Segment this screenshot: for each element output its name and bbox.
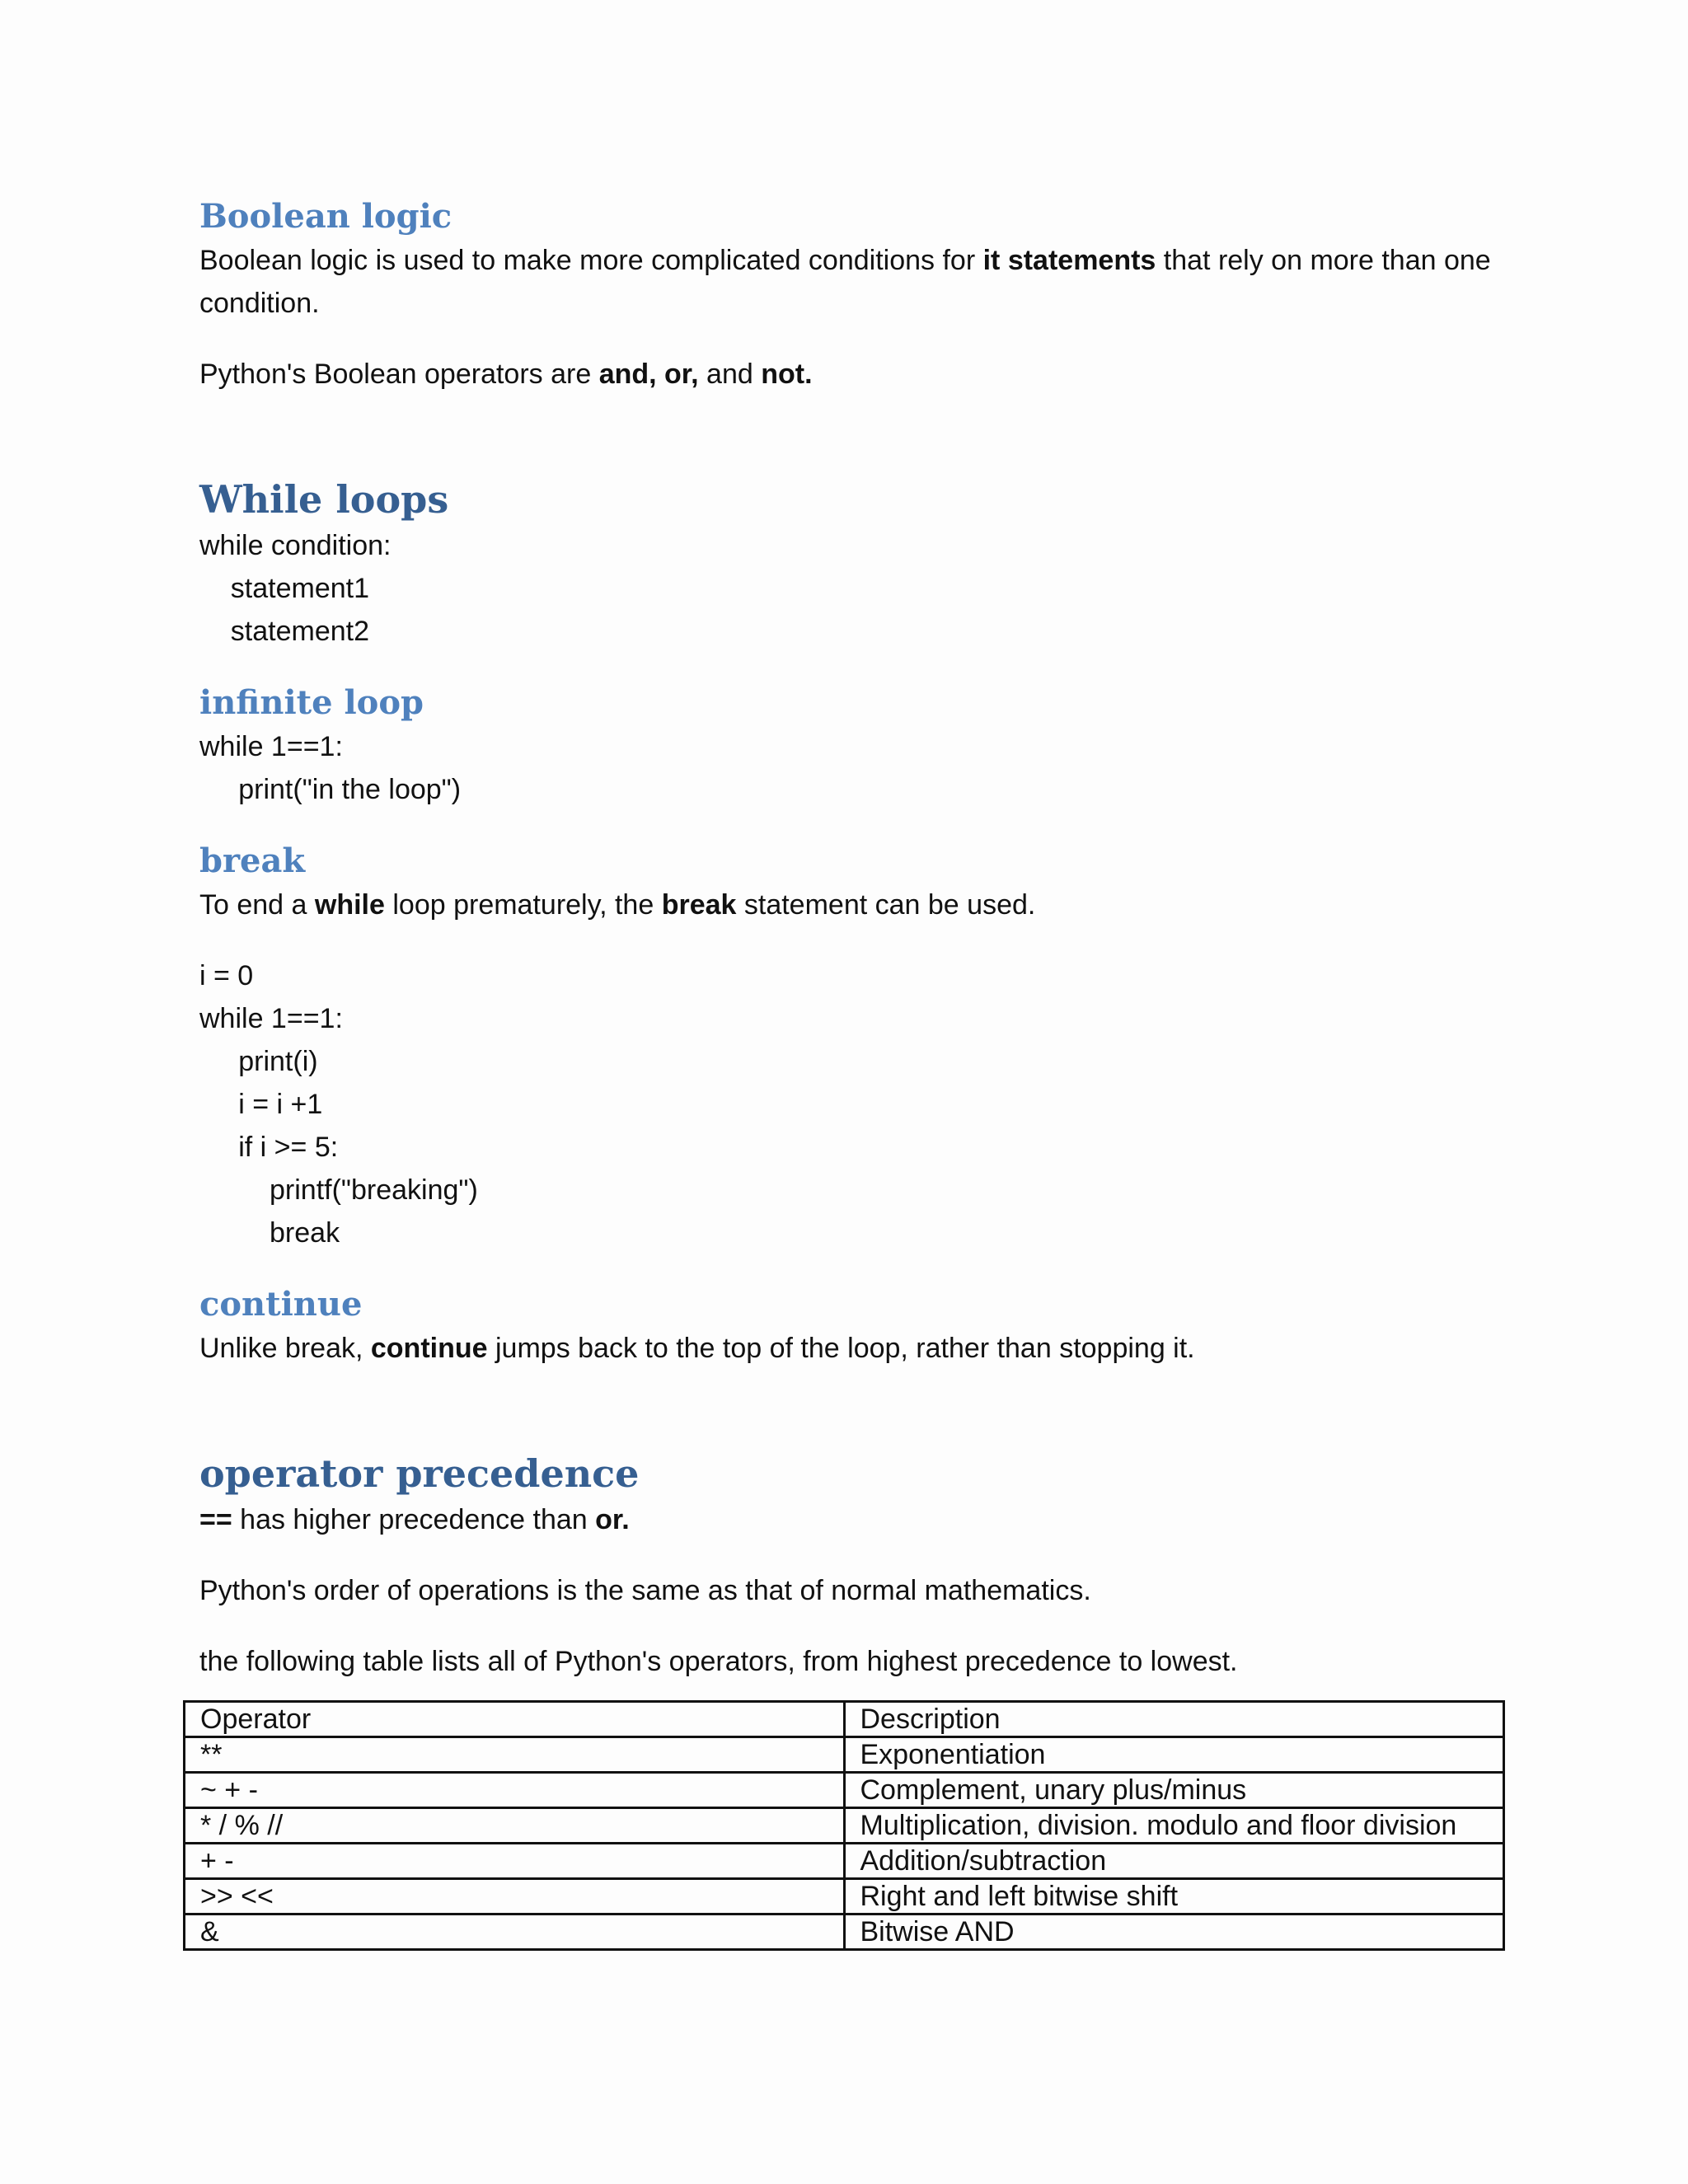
- text-run: that rely on more than one condition.: [199, 245, 1491, 319]
- code-line: printf("breaking"): [199, 1174, 478, 1206]
- boolean-operators-paragraph: [199, 353, 1510, 396]
- table-header-cell: Operator: [185, 1702, 845, 1737]
- code-line: while 1==1:: [199, 1003, 343, 1034]
- document-page: [199, 194, 1510, 1683]
- table-cell: Exponentiation: [844, 1737, 1504, 1773]
- text-run: To end a: [199, 889, 315, 921]
- table-row: [185, 1844, 1504, 1879]
- bold-run: ==: [199, 1504, 232, 1535]
- text-run: Python's Boolean operators are: [199, 359, 599, 390]
- break-paragraph: [199, 883, 1510, 926]
- bold-run: or.: [595, 1504, 630, 1535]
- table-cell: Multiplication, division. modulo and floor division: [844, 1808, 1504, 1844]
- text-run: jumps back to the top of the loop, rather than stopping it.: [487, 1333, 1195, 1364]
- text-run: statement can be used.: [736, 889, 1036, 921]
- operator-table: [183, 1700, 1505, 1951]
- text-run: Boolean logic is used to make more complicated conditions for: [199, 245, 983, 276]
- bold-run: not.: [761, 359, 813, 390]
- infinite-loop-code: [199, 725, 1510, 811]
- boolean-logic-paragraph: [199, 239, 1510, 325]
- table-row: [185, 1737, 1504, 1773]
- bold-run: continue: [370, 1333, 488, 1364]
- continue-paragraph: [199, 1327, 1510, 1370]
- break-code: [199, 954, 1510, 1254]
- table-cell: ~ + -: [185, 1773, 845, 1808]
- heading-operator-precedence: operator precedence: [199, 1451, 640, 1496]
- bold-run: it statements: [982, 245, 1156, 276]
- table-cell: >> <<: [185, 1879, 845, 1915]
- text-run: and: [698, 359, 762, 390]
- table-cell: Bitwise AND: [844, 1915, 1504, 1950]
- table-cell: Complement, unary plus/minus: [844, 1773, 1504, 1808]
- bold-run: break: [661, 889, 737, 921]
- text-run: loop prematurely, the: [384, 889, 662, 921]
- code-line: print("in the loop"): [199, 774, 462, 805]
- table-cell: Addition/subtraction: [844, 1844, 1504, 1879]
- precedence-paragraph: [199, 1498, 1510, 1541]
- code-line: i = i +1: [199, 1089, 323, 1120]
- table-cell: **: [185, 1737, 845, 1773]
- code-line: i = 0: [199, 960, 254, 991]
- while-loops-code: [199, 524, 1510, 653]
- heading-break: break: [199, 841, 306, 880]
- table-cell: * / % //: [185, 1808, 845, 1844]
- heading-infinite-loop: infinite loop: [199, 683, 424, 722]
- table-row: [185, 1808, 1504, 1844]
- code-line: statement2: [199, 616, 369, 647]
- table-cell: + -: [185, 1844, 845, 1879]
- code-line: print(i): [199, 1046, 318, 1077]
- code-line: while condition:: [199, 530, 392, 561]
- table-cell: &: [185, 1915, 845, 1950]
- table-header-cell: Description: [844, 1702, 1504, 1737]
- heading-while-loops: While loops: [199, 477, 449, 522]
- table-cell: Right and left bitwise shift: [844, 1879, 1504, 1915]
- code-line: while 1==1:: [199, 731, 343, 762]
- table-row: [185, 1773, 1504, 1808]
- text-run: Unlike break,: [199, 1333, 371, 1364]
- bold-run: while: [314, 889, 385, 921]
- order-of-operations-paragraph: Python's order of operations is the same as that of normal mathematics.: [199, 1575, 1091, 1606]
- table-header-row: [185, 1702, 1504, 1737]
- code-line: if i >= 5:: [199, 1132, 339, 1163]
- heading-continue: continue: [199, 1285, 363, 1324]
- code-line: break: [199, 1217, 340, 1249]
- table-intro-paragraph: the following table lists all of Python's operators, from highest precedence to lowest.: [199, 1646, 1238, 1677]
- text-run: has higher precedence than: [232, 1504, 596, 1535]
- bold-run: and, or,: [598, 359, 699, 390]
- code-line: statement1: [199, 573, 369, 604]
- heading-boolean-logic: Boolean logic: [199, 197, 452, 236]
- table-row: [185, 1879, 1504, 1915]
- table-row: [185, 1915, 1504, 1950]
